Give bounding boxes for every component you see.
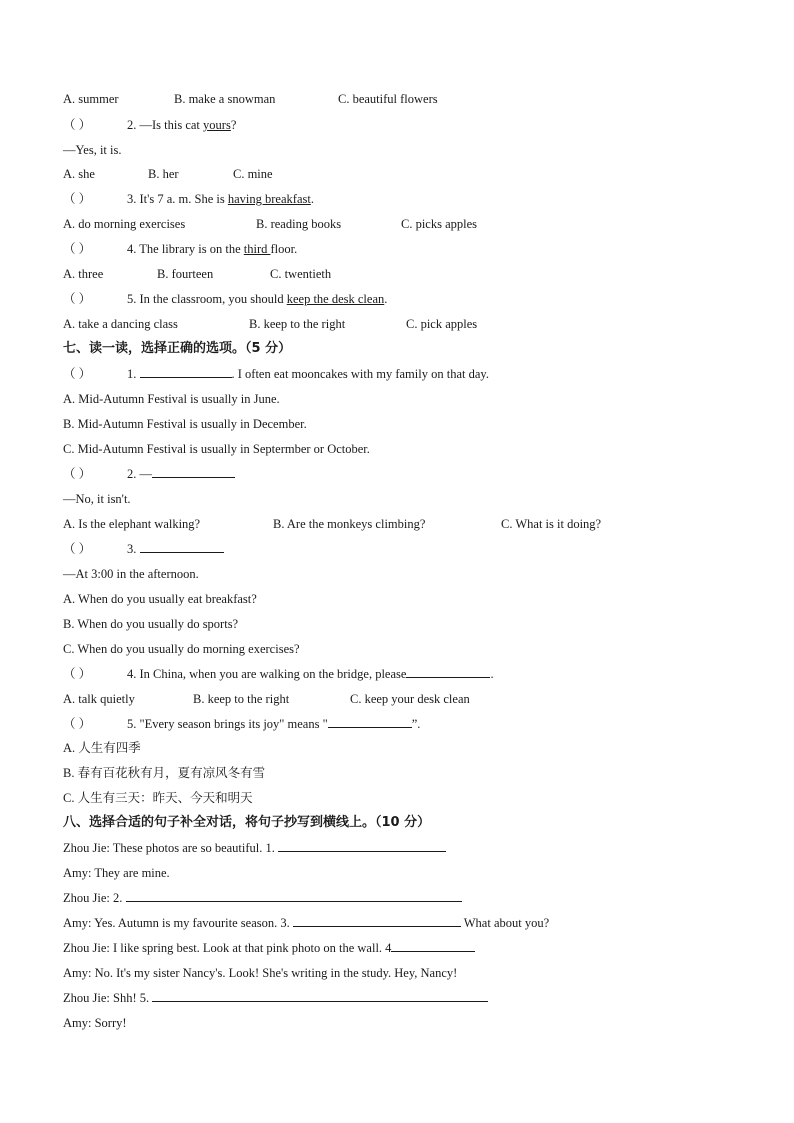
question-text: 4. The library is on the <box>127 242 244 256</box>
dialogue-text: Zhou Jie: Shh! 5. <box>63 991 153 1005</box>
s7q4-options <box>63 691 470 707</box>
answer-blank[interactable] <box>328 716 412 728</box>
s7q5-option-a: A. 人生有四季 <box>63 741 141 755</box>
answer-blank[interactable] <box>152 466 235 478</box>
underlined-word: third <box>243 242 271 256</box>
question-suffix: ”. <box>411 717 421 731</box>
s7q5-option-b: B. 春有百花秋有月，夏有凉风冬有雪 <box>63 766 266 780</box>
s7-question-2 <box>63 466 235 482</box>
dialogue-line-2: Amy: They are mine. <box>63 866 170 880</box>
q1-options <box>63 91 438 107</box>
answer-paren[interactable]: （ ） <box>63 717 92 731</box>
option-c: C. mine <box>233 167 273 181</box>
option-a: A. take a dancing class <box>63 317 178 331</box>
dialogue-line-7 <box>63 990 488 1006</box>
question-number: 2. — <box>127 467 152 481</box>
question-2 <box>63 117 236 133</box>
question-text: 4. In China, when you are walking on the bridge, please <box>127 667 407 681</box>
question-4 <box>63 241 297 257</box>
option-c: C. picks apples <box>401 217 478 231</box>
q2-reply: —Yes, it is. <box>63 143 122 157</box>
answer-blank[interactable] <box>406 666 490 678</box>
dialogue-line-1 <box>63 840 446 856</box>
s7q2-reply: —No, it isn't. <box>63 492 131 506</box>
option-a: A. summer <box>63 92 119 106</box>
question-number: 3. <box>127 542 140 556</box>
option-a: A. talk quietly <box>63 692 135 706</box>
underlined-word: yours <box>203 118 231 132</box>
dialogue-line-6: Amy: No. It's my sister Nancy's. Look! She's writing in the study. Hey, Nancy! <box>63 966 458 980</box>
s7q3-option-c: C. When do you usually do morning exercises? <box>63 642 300 656</box>
q3-options <box>63 216 477 232</box>
option-c: C. twentieth <box>270 267 332 281</box>
dialogue-line-4 <box>63 915 549 931</box>
option-a: A. three <box>63 267 104 281</box>
question-5 <box>63 291 387 307</box>
option-b: B. reading books <box>256 217 342 231</box>
question-text: 3. It's 7 a. m. She is <box>127 192 228 206</box>
s7-question-4 <box>63 666 494 682</box>
answer-paren[interactable]: （ ） <box>63 367 92 381</box>
dialogue-line-3 <box>63 890 462 906</box>
option-b: B. keep to the right <box>193 692 290 706</box>
q4-options <box>63 266 331 282</box>
dialogue-text: Amy: Yes. Autumn is my favourite season. 3. <box>63 916 293 930</box>
question-suffix: ? <box>230 118 237 132</box>
q2-options <box>63 166 273 182</box>
dialogue-text-end: What about you? <box>460 916 550 930</box>
option-a: A. she <box>63 167 95 181</box>
option-a: A. Is the elephant walking? <box>63 517 201 531</box>
option-c: C. pick apples <box>406 317 478 331</box>
section-8-heading: 八、选择合适的句子补全对话，将句子抄写到横线上。（10 分） <box>63 815 431 830</box>
option-b: B. make a snowman <box>174 92 276 106</box>
answer-paren[interactable]: （ ） <box>63 192 92 206</box>
dialogue-line-5 <box>63 940 475 956</box>
question-text: . I often eat mooncakes with my family on that day. <box>231 367 489 381</box>
section-7-heading: 七、读一读，选择正确的选项。（5 分） <box>63 341 292 356</box>
answer-blank-1[interactable] <box>278 840 446 852</box>
answer-blank-3[interactable] <box>293 915 461 927</box>
answer-blank-4[interactable] <box>391 940 475 952</box>
s7q3-reply: —At 3:00 in the afternoon. <box>63 567 199 581</box>
dialogue-text: Zhou Jie: I like spring best. Look at that pink photo on the wall. 4 <box>63 941 392 955</box>
s7-question-3 <box>63 541 224 557</box>
answer-blank-5[interactable] <box>152 990 488 1002</box>
s7q1-option-c: C. Mid-Autumn Festival is usually in Septermber or October. <box>63 442 370 456</box>
s7q1-option-a: A. Mid-Autumn Festival is usually in June. <box>63 392 280 406</box>
option-b: B. fourteen <box>157 267 214 281</box>
answer-blank[interactable] <box>140 366 232 378</box>
s7q5-option-c: C. 人生有三天：昨天、今天和明天 <box>63 791 253 805</box>
question-3 <box>63 191 314 207</box>
option-c: C. beautiful flowers <box>338 92 438 106</box>
question-suffix: floor. <box>270 242 298 256</box>
option-b: B. keep to the right <box>249 317 346 331</box>
answer-paren[interactable]: （ ） <box>63 542 92 556</box>
question-text: 2. —Is this cat <box>127 118 204 132</box>
question-suffix: . <box>310 192 314 206</box>
answer-paren[interactable]: （ ） <box>63 667 92 681</box>
option-c: C. keep your desk clean <box>350 692 470 706</box>
s7q1-option-b: B. Mid-Autumn Festival is usually in December. <box>63 417 307 431</box>
answer-paren[interactable]: （ ） <box>63 292 92 306</box>
s7q2-options <box>63 516 601 532</box>
s7q3-option-b: B. When do you usually do sports? <box>63 617 239 631</box>
question-suffix: . <box>490 667 494 681</box>
s7q3-option-a: A. When do you usually eat breakfast? <box>63 592 257 606</box>
question-text: 5. "Every season brings its joy" means " <box>127 717 328 731</box>
option-b: B. her <box>148 167 179 181</box>
question-suffix: . <box>384 292 388 306</box>
s7-question-1 <box>63 366 489 382</box>
answer-blank-2[interactable] <box>126 890 462 902</box>
answer-paren[interactable]: （ ） <box>63 467 92 481</box>
dialogue-line-8: Amy: Sorry! <box>63 1016 127 1030</box>
question-number: 1. <box>127 367 140 381</box>
question-text: 5. In the classroom, you should <box>127 292 287 306</box>
option-c: C. What is it doing? <box>501 517 602 531</box>
answer-paren[interactable]: （ ） <box>63 118 92 132</box>
dialogue-text: Zhou Jie: 2. <box>63 891 126 905</box>
answer-paren[interactable]: （ ） <box>63 242 92 256</box>
option-b: B. Are the monkeys climbing? <box>273 517 426 531</box>
s7-question-5 <box>63 716 420 732</box>
underlined-phrase: keep the desk clean <box>286 292 385 306</box>
underlined-phrase: having breakfast <box>227 192 311 206</box>
answer-blank[interactable] <box>140 541 224 553</box>
option-a: A. do morning exercises <box>63 217 186 231</box>
dialogue-text: Zhou Jie: These photos are so beautiful. 1. <box>63 841 279 855</box>
q5-options <box>63 316 477 332</box>
